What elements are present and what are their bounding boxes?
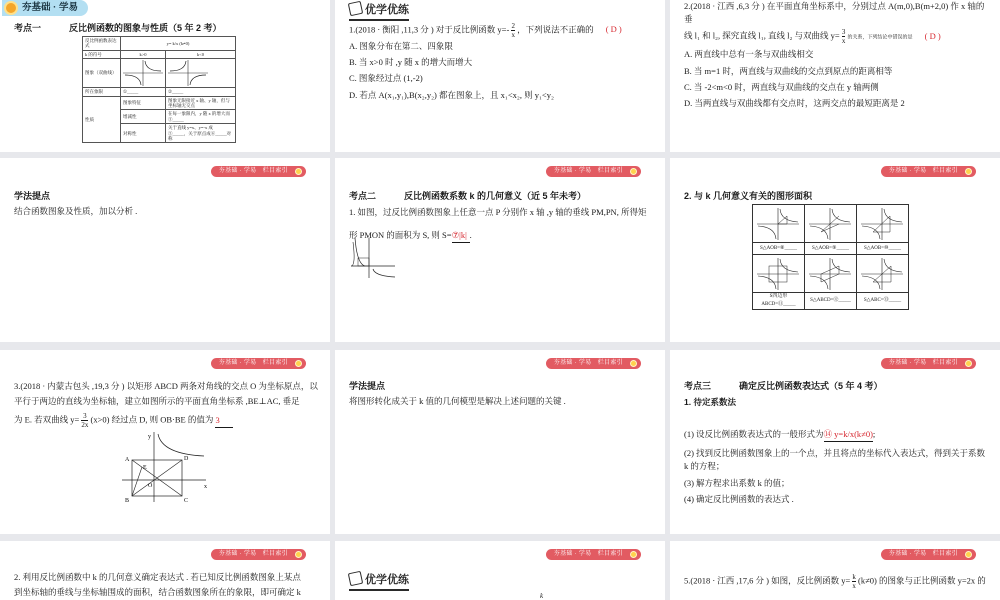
option-d: D. 若点 A(x₁,y₁),B(x₂,y₂) 都在图象上，且 x₁<x₂, 则 y₁<y₂ [349, 89, 554, 100]
slide-panel-7 [0, 350, 330, 534]
slide-panel-12 [670, 541, 1000, 600]
area-figure-4 [753, 255, 805, 293]
slide-panel-6 [670, 158, 1000, 342]
nav-dot-icon [965, 168, 972, 175]
rectangle-pmon-figure [349, 236, 397, 280]
point-e: E [143, 465, 147, 471]
point-c: C [184, 498, 189, 504]
hyperbola-k-positive-graph [121, 59, 166, 88]
fraction: $\frac{3}{2x}$ [81, 412, 89, 430]
nav-dot-icon [630, 168, 637, 175]
question-1: 1.(2018 · 衡阳 ,11,3 分 ) 对于反比例函数 y=- $\frac{2}{x}$ ，下列说法不正确的 ( D ) [349, 22, 622, 39]
slide-panel-3 [670, 0, 1000, 152]
axis-x: x [204, 484, 207, 490]
point-d: D [184, 456, 189, 462]
area-figure-2 [805, 205, 857, 243]
section-heading: 考点一 反比例函数的图象与性质（5 年 2 考） [14, 23, 222, 33]
tip-title: 学法提点 [14, 191, 51, 201]
coin-icon [4, 1, 18, 15]
section-index-button[interactable]: 夯基础 · 学易 栏目索引 [546, 358, 641, 369]
area-figure-3 [857, 205, 909, 243]
section-heading: 考点三 确定反比例函数表达式（5 年 4 考） [684, 381, 883, 391]
answer-3: 3 [215, 414, 233, 428]
area-figure-5 [805, 255, 857, 293]
slide-panel-1 [0, 0, 330, 152]
section-index-button[interactable]: 夯基础 · 学易 栏目索引 [881, 549, 976, 560]
fraction: $\frac{k}{x}$ [852, 573, 856, 590]
pencil-icon [348, 1, 363, 16]
section-index-button[interactable]: 夯基础 · 学易 栏目索引 [211, 358, 306, 369]
section-index-button[interactable]: 夯基础 · 学易 栏目索引 [881, 166, 976, 177]
k-meaning-text: 1. 如图，过反比例函数图象上任意一点 P 分别作 x 轴 ,y 轴的垂线 PM,PN, 所得矩 形 PMON 的面积为 S, 则 S=⑦|k| . [349, 206, 653, 243]
youxue-badge: 优学优练 [349, 2, 409, 21]
point-o: O [148, 483, 153, 489]
option-b: B. 当 m=1 时，两直线与双曲线的交点到原点的距离相等 [684, 65, 893, 76]
question-5: 5.(2018 · 江西 ,17,6 分 ) 如图，反比例函数 y= $\frac{k}{x}$ (k≠0) 的图象与正比例函数 y=2x 的 [684, 573, 986, 590]
slide-panel-11 [335, 541, 665, 600]
section-index-button[interactable]: 夯基础 · 学易 栏目索引 [546, 549, 641, 560]
option-a: A. 图象分布在第二、四象限 [349, 41, 453, 51]
hyperbola-k-negative-graph [166, 59, 236, 88]
k-geometry-text: 2. 利用反比例函数中 k 的几何意义确定表达式 . 若已知反比例函数图象上某点 到坐标轴的垂线与坐标轴围成的面积，结合函数图象所在的象限，即可确定 k [14, 572, 301, 598]
axis-y: y [148, 434, 151, 440]
k-label: k [540, 592, 544, 600]
youxue-badge: 优学优练 [349, 572, 409, 591]
point-b: B [125, 498, 130, 504]
area-figure-1 [753, 205, 805, 243]
slide-panel-5 [335, 158, 665, 342]
nav-dot-icon [295, 551, 302, 558]
method-subtitle: 1. 待定系数法 [684, 397, 736, 407]
properties-table: 反比例函数表达式 y= k/x (k≠0) k 的符号 k>0 k<0 图象（双曲线） 所在象限 ①_____ ②_____ 性质 图象特征 图象无限接近 x 轴、y 轴，但与坐标轴无交点 增减性 在每一象限内，y 随 x 的增大而③_____ 对称性 关于直线 y=x、y=-x 成⑤_____，关于原点成⑥_____对称 [82, 36, 236, 143]
fraction: $\frac{2}{x}$ [511, 22, 515, 39]
nav-dot-icon [630, 551, 637, 558]
tip-text: 将图形转化成关于 k 值的几何模型是解决上述问题的关键 . [349, 396, 566, 406]
question-1-options [349, 40, 653, 102]
option-c: C. 图象经过点 (1,-2) [349, 73, 423, 84]
blank-14: ⑭ y=k/x(k≠0) [824, 428, 873, 442]
method-steps: (1) 设反比例函数表达式的一般形式为⑭ y=k/x(k≠0); (2) 找到反比例函数图象上的一个点，并且将点的坐标代入表达式，得到关于系数 k 的方程； (3) 解方程求出系数 k 的值； (4) 确定反比例函数的表达式 . [684, 429, 986, 504]
question-2: 2.(2018 · 江西 ,6,3 分 ) 在平面直角坐标系中，分别过点 A(m,0),B(m+2,0) 作 x 轴的垂 线 l₁ 和 l₂, 探究直线 l₁, 直线 l₂ 与双曲线 y= $\frac{3}{x}$ 的关系，下列结论中错误的是 ( D ) A. 两直线中总有一条与双曲线相交 B. 当 m=1 时，两直线与双曲线的交点到原点的距离相等 C. 当 -2<m<0 时，两直线与双曲线的交点在 y 轴两侧 D. 当两直线与双曲线都有交点时，这两交点的最短距离是 2 [684, 0, 988, 110]
answer-1: ( D ) [605, 24, 622, 35]
slide-panel-4 [0, 158, 330, 342]
section-index-button[interactable]: 夯基础 · 学易 栏目索引 [881, 358, 976, 369]
nav-dot-icon [295, 168, 302, 175]
slide-panel-2 [335, 0, 665, 152]
tip-text: 结合函数图象及性质，加以分析 . [14, 206, 138, 216]
slide-panel-9 [670, 350, 1000, 534]
option-b: B. 当 x>0 时 ,y 随 x 的增大而增大 [349, 57, 473, 68]
nav-dot-icon [965, 551, 972, 558]
fraction: $\frac{3}{x}$ [841, 28, 846, 46]
pencil-icon [348, 571, 363, 586]
slide-panel-8 [335, 350, 665, 534]
area-figures-table: S△AOB=⑧_____ S△AOB=⑨_____ S△AOB=⑩_____ S四边形ABCD=⑪_____ S△ABCD=⑫_____ S△ABC=⑬_____ [752, 204, 909, 310]
nav-dot-icon [295, 360, 302, 367]
section-index-button[interactable]: 夯基础 · 学易 栏目索引 [211, 549, 306, 560]
answer-2: ( D ) [924, 30, 941, 41]
section-banner: 夯基础 · 学易 [2, 0, 88, 16]
section-index-button[interactable]: 夯基础 · 学易 栏目索引 [211, 166, 306, 177]
rectangle-abcd-figure [118, 430, 210, 504]
nav-dot-icon [630, 360, 637, 367]
option-c: C. 当 -2<m<0 时，两直线与双曲线的交点在 y 轴两侧 [684, 81, 879, 92]
question-3: 3.(2018 · 内蒙古包头 ,19,3 分 ) 以矩形 ABCD 两条对角线的交点 O 为坐标原点，以 平行于两边的直线为坐标轴，建立如图所示的平面直角坐标系 ,BE⊥AC, 垂足 为 E. 若双曲线 y= $\frac{3}{2x}$ (x>0) 经过点 D, 则 OB·BE 的值为 3 [14, 381, 318, 430]
option-d: D. 当两直线与双曲线都有交点时，这两交点的最短距离是 2 [684, 97, 905, 108]
blank-7: ⑦|k| [452, 229, 470, 243]
area-title: 2. 与 k 几何意义有关的图形面积 [684, 191, 813, 201]
nav-dot-icon [965, 360, 972, 367]
slide-panel-10 [0, 541, 330, 600]
section-heading: 考点二 反比例函数系数 k 的几何意义（近 5 年未考） [349, 191, 587, 201]
point-a: A [125, 457, 130, 463]
area-figure-6 [857, 255, 909, 293]
tip-title: 学法提点 [349, 381, 386, 391]
section-index-button[interactable]: 夯基础 · 学易 栏目索引 [546, 166, 641, 177]
option-a: A. 两直线中总有一条与双曲线相交 [684, 49, 814, 60]
